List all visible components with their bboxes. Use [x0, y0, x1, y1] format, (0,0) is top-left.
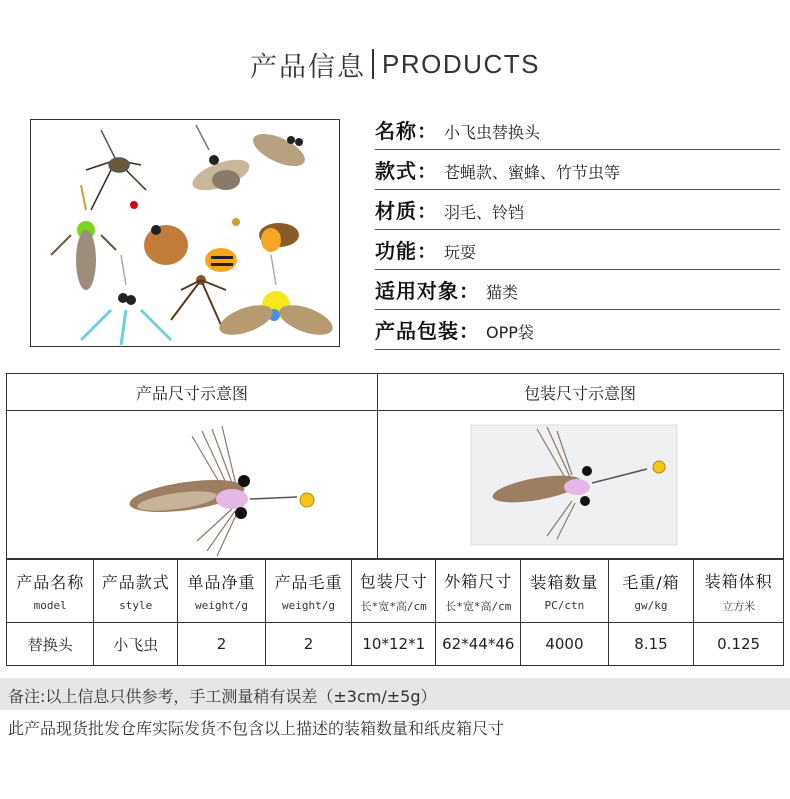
spec-header-cell: 产品名称 model	[7, 560, 94, 623]
spec-header-cell: 单品净重 weight/g	[178, 560, 266, 623]
info-row-material	[375, 190, 780, 230]
spec-header-cell: 产品款式 style	[94, 560, 178, 623]
page-title-cn: 产品信息	[250, 51, 367, 83]
spec-value-cell: 10*12*1	[352, 623, 436, 666]
product-size-caption: 产品尺寸示意图	[7, 374, 377, 411]
info-value: 苍蝇款、蜜蜂、竹节虫等	[444, 163, 621, 182]
info-row-style	[375, 150, 780, 190]
spec-value-cell: 8.15	[608, 623, 694, 666]
info-row-packaging	[375, 310, 780, 350]
lure-4	[51, 185, 116, 290]
info-label: 适用对象：	[375, 279, 480, 303]
lure-5	[130, 201, 188, 265]
spec-value-cell: 替换头	[7, 623, 94, 666]
spec-header-cell: 装箱数量 PC/ctn	[521, 560, 609, 623]
info-value: 羽毛、铃铛	[444, 203, 525, 222]
info-value: OPP袋	[486, 323, 534, 342]
spec-header-cell: 毛重/箱 gw/kg	[608, 560, 694, 623]
spec-value-cell: 62*44*46	[436, 623, 521, 666]
product-collage-image	[30, 119, 340, 347]
lure-3	[249, 127, 310, 172]
info-label: 款式：	[375, 159, 438, 183]
info-value: 小飞虫替换头	[444, 123, 541, 142]
product-size-image	[7, 411, 377, 558]
spec-header-cell: 包装尺寸 长*宽*高/cm	[352, 560, 436, 623]
spec-header-cell: 产品毛重 weight/g	[266, 560, 352, 623]
package-size-image	[377, 411, 783, 558]
info-value: 猫类	[486, 283, 519, 302]
info-label: 功能：	[375, 239, 438, 263]
package-size-column	[377, 374, 783, 558]
page-header	[0, 44, 790, 84]
title-divider	[372, 49, 374, 79]
spec-value-cell: 2	[178, 623, 266, 666]
spec-value-cell: 0.125	[694, 623, 784, 666]
info-label: 名称：	[375, 119, 438, 143]
spec-header-cell: 装箱体积 立方米	[694, 560, 784, 623]
spec-header-row	[7, 560, 784, 623]
lure-1	[86, 130, 146, 210]
spec-value-cell: 小飞虫	[94, 623, 178, 666]
info-label: 材质：	[375, 199, 438, 223]
lure-6	[205, 218, 240, 272]
info-label: 产品包装：	[375, 319, 480, 343]
info-row-function	[375, 230, 780, 270]
spec-value-cell: 4000	[521, 623, 609, 666]
product-info-list	[375, 110, 780, 350]
spec-header-cell: 外箱尺寸 长*宽*高/cm	[436, 560, 521, 623]
lure-10	[216, 255, 337, 341]
info-row-name	[375, 110, 780, 150]
size-diagram-table	[6, 373, 784, 559]
spec-value-row	[7, 623, 784, 666]
page-title-en: PRODUCTS	[382, 48, 540, 79]
spec-table	[6, 559, 784, 666]
info-row-target	[375, 270, 780, 310]
package-size-caption: 包装尺寸示意图	[377, 374, 783, 411]
note-disclaimer: 备注:以上信息只供参考，手工测量稍有误差（±3cm/±5g）	[8, 687, 437, 706]
lure-7	[259, 223, 299, 252]
lure-9	[171, 275, 226, 325]
product-size-column	[7, 374, 378, 558]
note-shipping: 此产品现货批发仓库实际发货不包含以上描述的装箱数量和纸皮箱尺寸	[8, 719, 505, 738]
spec-value-cell: 2	[266, 623, 352, 666]
lure-2	[189, 125, 254, 197]
info-value: 玩耍	[444, 243, 477, 262]
